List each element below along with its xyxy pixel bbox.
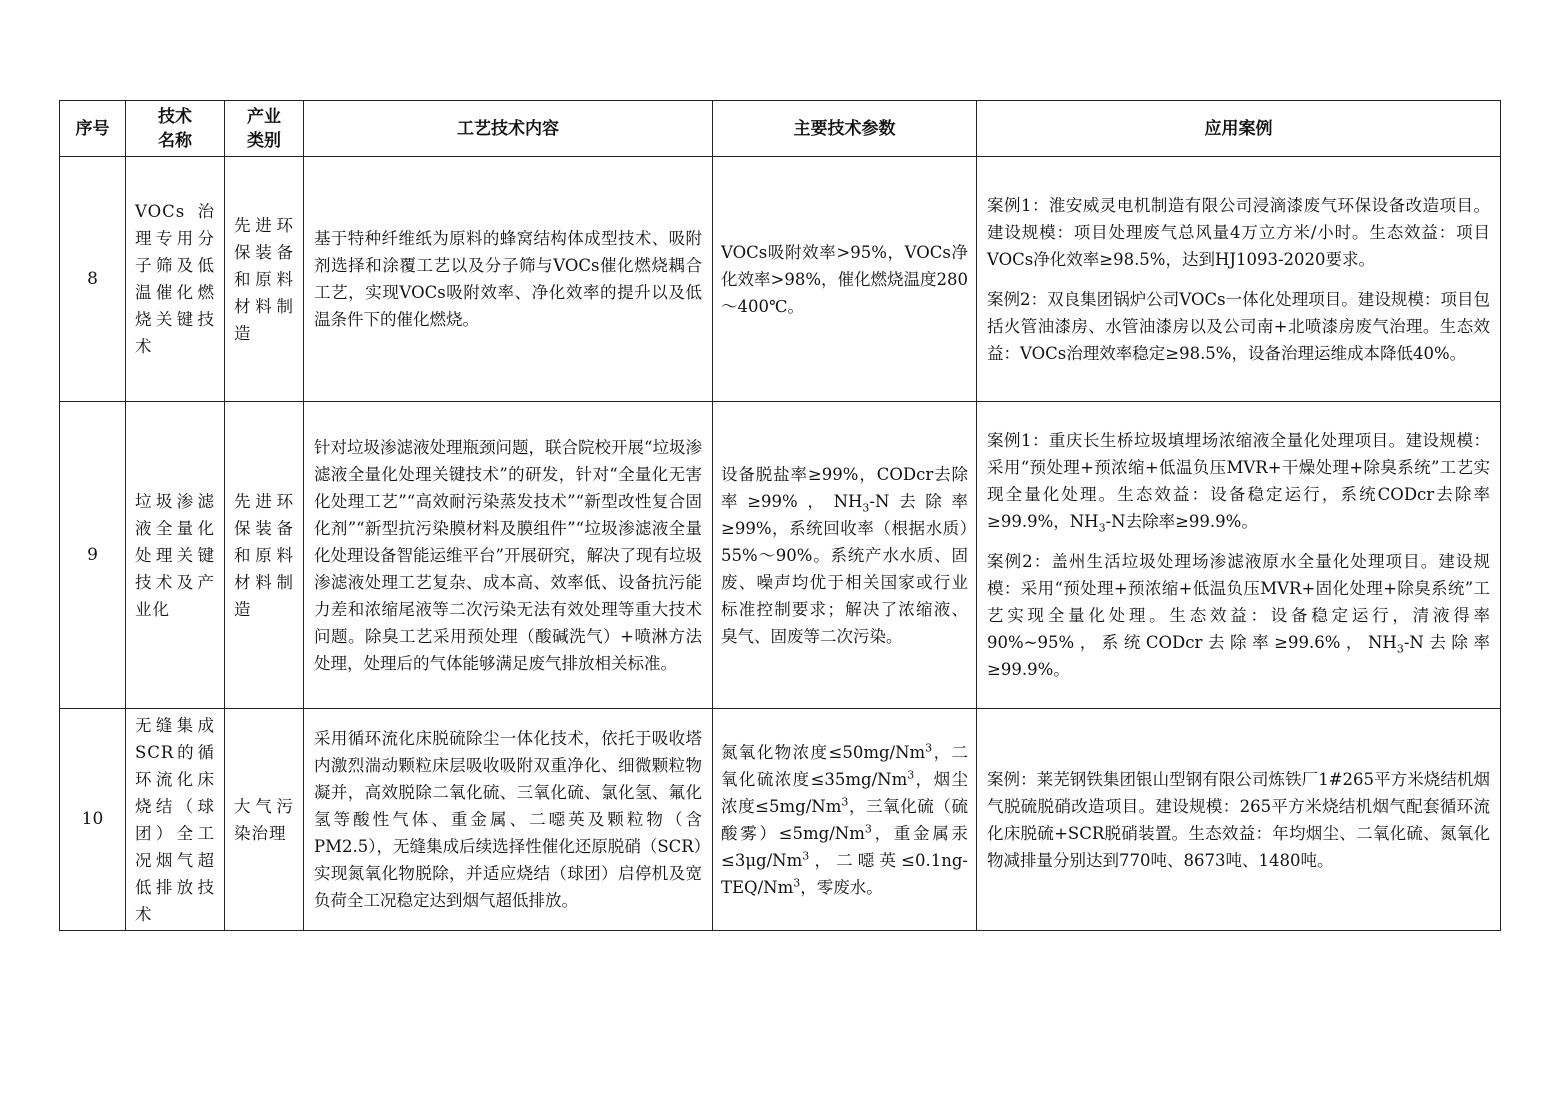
header-name-line2: 名称 <box>158 130 192 151</box>
param-so2: ，二氧化硫浓度≤35mg/Nm <box>721 742 969 789</box>
case-2: 案例2：双良集团锅炉公司VOCs一体化处理项目。建设规模：项目包括火管油漆房、水管油漆房以及公司南+北喷漆房废气治理。生态效益：VOCs治理效率稳定≥98.5%，设备治理运维成本降低40%。 <box>987 289 1490 363</box>
param-hg-sup: 3 <box>802 849 810 862</box>
header-no: 序号 <box>60 101 126 157</box>
params-subscript: 3 <box>862 500 870 514</box>
tech-name: 无缝集成SCR的循环流化床烧结（球团）全工况烟气超低排放技术 <box>126 709 225 931</box>
header-name <box>126 101 225 157</box>
param-dust-sup: 3 <box>841 795 849 808</box>
header-row <box>60 101 1501 157</box>
param-water: ，零废水。 <box>800 877 883 897</box>
case-2 <box>987 548 1490 683</box>
case-1: 案例：莱芜钢铁集团银山型钢有限公司炼铁厂1#265平方米烧结机烟气脱硫脱硝改造项目。建设规模：265平方米烧结机烟气配套循环流化床脱硫+SCR脱硝装置。生态效益：年均烟尘、二氧化硫、氮氧化物减排量分别达到770吨、8673吨、1480吨。 <box>987 769 1490 870</box>
param-nox-sup: 3 <box>925 741 933 754</box>
table-row <box>60 709 1501 931</box>
case-2-text-a: 案例2：盖州生活垃圾处理场渗滤液原水全量化处理项目。建设规模：采用“预处理+预浓缩+低温负压MVR+固化处理+除臭系统”工艺实现全量化处理。生态效益：设备稳定运行，清液得率90%~95%，系统CODcr去除率≥99.6%，NH <box>987 552 1490 652</box>
application-cases <box>977 157 1501 402</box>
param-hg: ，重金属汞≤3μg/Nm <box>721 823 968 870</box>
param-so3: ，三氧化硫（硫酸雾）≤5mg/Nm <box>721 796 968 843</box>
case-1 <box>987 427 1490 535</box>
technology-table <box>59 100 1501 931</box>
application-cases <box>977 402 1501 709</box>
industry-category: 先进环保装备和原料材料制造 <box>225 157 304 402</box>
industry-category: 大气污染治理 <box>225 709 304 931</box>
case-1-text-a: 案例1：重庆长生桥垃圾填埋场浓缩液全量化处理项目。建设规模：采用“预处理+预浓缩+低温负压MVR+干燥处理+除臭系统”工艺实现全量化处理。生态效益：设备稳定运行，系统CODcr去除率≥99.9%，NH <box>987 431 1490 531</box>
param-nox: 氮氧化物浓度≤50mg/Nm <box>721 742 926 762</box>
header-category-line2: 类别 <box>247 130 281 151</box>
param-dust: ，烟尘浓度≤5mg/Nm <box>721 769 969 816</box>
case-1-text-b: -N去除率≥99.9%。 <box>1105 512 1258 531</box>
application-cases <box>977 709 1501 931</box>
row-number: 10 <box>60 709 126 931</box>
header-category-line1: 产业 <box>247 106 281 127</box>
case-1-subscript: 3 <box>1098 521 1106 535</box>
tech-params <box>713 709 977 931</box>
case-2-subscript: 3 <box>1396 642 1404 656</box>
case-1: 案例1：淮安威灵电机制造有限公司浸滴漆废气环保设备改造项目。建设规模：项目处理废气总风量4万立方米/小时。生态效益：项目VOCs净化效率≥98.5%，达到HJ1093-2020要求。 <box>987 195 1490 269</box>
row-number: 9 <box>60 402 126 709</box>
tech-params: VOCs吸附效率>95%，VOCs净化效率>98%，催化燃烧温度280～400℃。 <box>713 157 977 402</box>
table-row <box>60 157 1501 402</box>
tech-name: 垃圾渗滤液全量化处理关键技术及产业化 <box>126 402 225 709</box>
param-so3-sup: 3 <box>864 822 872 835</box>
param-so2-sup: 3 <box>907 768 915 781</box>
process-content: 针对垃圾渗滤液处理瓶颈问题，联合院校开展“垃圾渗滤液全量化处理关键技术”的研发，针对“全量化无害化处理工艺”“高效耐污染蒸发技术”“新型改性复合固化剂”“新型抗污染膜材料及膜组件”“垃圾渗滤液全量化处理设备智能运维平台”开展研究，解决了现有垃圾渗滤液处理工艺复杂、成本高、效率低、设备抗污能力差和浓缩尾液等二次污染无法有效处理等重大技术问题。除臭工艺采用预处理（酸碱洗气）+喷淋方法处理，处理后的气体能够满足废气排放相关标准。 <box>304 402 713 709</box>
header-params: 主要技术参数 <box>713 101 977 157</box>
process-content: 基于特种纤维纸为原料的蜂窝结构体成型技术、吸附剂选择和涂覆工艺以及分子筛与VOCs催化燃烧耦合工艺，实现VOCs吸附效率、净化效率的提升以及低温条件下的催化燃烧。 <box>304 157 713 402</box>
header-process: 工艺技术内容 <box>304 101 713 157</box>
table-row <box>60 402 1501 709</box>
params-text-a: 设备脱盐率≥99%，CODcr去除率≥99%，NH <box>721 464 968 511</box>
params-text-b: -N去除率≥99%，系统回收率（根据水质）55%～90%。系统产水水质、固废、噪声均优于相关国家或行业标准控制要求；解决了浓缩液、臭气、固废等二次污染。 <box>721 491 968 646</box>
header-name-line1: 技术 <box>158 106 192 127</box>
case-2-text-b: -N去除率≥99.9%。 <box>987 633 1490 679</box>
row-number: 8 <box>60 157 126 402</box>
param-dioxin-sup: 3 <box>793 876 801 889</box>
header-category <box>225 101 304 157</box>
param-dioxin: ，二噁英≤0.1ng-TEQ/Nm <box>721 850 968 897</box>
header-cases: 应用案例 <box>977 101 1501 157</box>
tech-params <box>713 402 977 709</box>
tech-name: VOCs 治理专用分子筛及低温催化燃烧关键技术 <box>126 157 225 402</box>
industry-category: 先进环保装备和原料材料制造 <box>225 402 304 709</box>
process-content: 采用循环流化床脱硫除尘一体化技术，依托于吸收塔内激烈湍动颗粒床层吸收吸附双重净化、细微颗粒物凝并，高效脱除二氧化硫、三氧化硫、氯化氢、氟化氢等酸性气体、重金属、二噁英及颗粒物（含PM2.5），无缝集成后续选择性催化还原脱硝（SCR）实现氮氧化物脱除，并适应烧结（球团）启停机及宽负荷全工况稳定达到烟气超低排放。 <box>304 709 713 931</box>
